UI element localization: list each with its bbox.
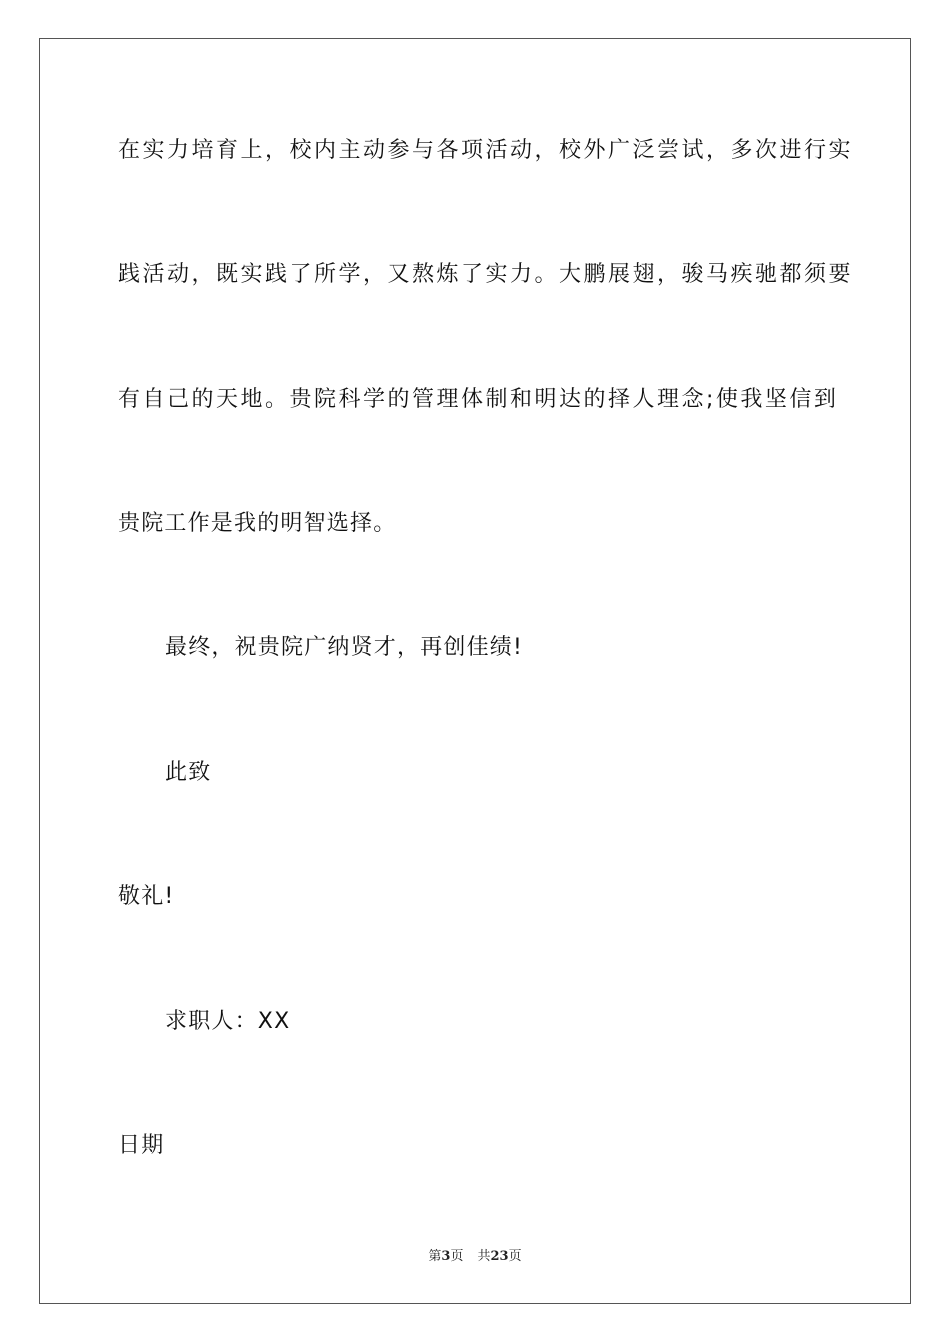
page-border xyxy=(39,38,911,1304)
body-line-1: 在实力培育上，校内主动参与各项活动，校外广泛尝试，多次进行实 xyxy=(118,138,854,163)
footer-page-number: 3 xyxy=(441,1249,451,1264)
page-footer xyxy=(0,1248,950,1266)
salutation-regards: 敬礼! xyxy=(118,884,175,909)
closing-wish: 最终，祝贵院广纳贤才，再创佳绩! xyxy=(165,635,524,660)
footer-page-prefix: 第 xyxy=(428,1249,442,1264)
footer-total-pages: 23 xyxy=(490,1249,509,1264)
footer-total-prefix: 共 xyxy=(477,1249,491,1264)
date-label: 日期 xyxy=(118,1133,165,1158)
body-line-2: 践活动，既实践了所学，又熬炼了实力。大鹏展翅，骏马疾驰都须要 xyxy=(118,262,854,287)
body-line-4: 贵院工作是我的明智选择。 xyxy=(118,511,397,536)
footer-page-suffix: 页 xyxy=(450,1249,464,1264)
salutation-respectfully: 此致 xyxy=(165,760,212,785)
body-line-3: 有自己的天地。贵院科学的管理体制和明达的择人理念;使我坚信到 xyxy=(118,387,839,412)
footer-total-suffix: 页 xyxy=(508,1249,522,1264)
signature: 求职人：XX xyxy=(165,1009,291,1034)
